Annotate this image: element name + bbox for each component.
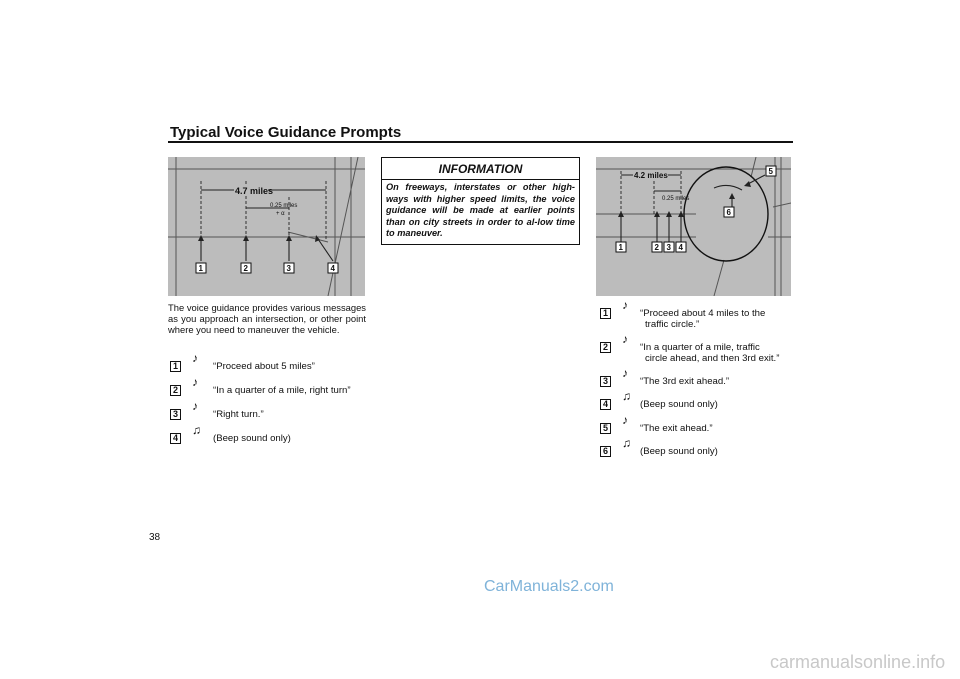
prompt-number-box: 4: [170, 433, 181, 444]
left-route-map: [168, 157, 365, 296]
music-note-icon: ♪: [622, 332, 628, 346]
prompt-number-box: 6: [600, 446, 611, 457]
right-prompt-text: “In a quarter of a mile, traffic: [640, 342, 760, 353]
right-map-marker-3: 3: [666, 243, 671, 252]
right-prompt-text: (Beep sound only): [640, 399, 718, 410]
left-map-distance-label: 4.7 miles: [235, 186, 274, 196]
left-body-text: The voice guidance provides various messages as you approach an intersection, or other point where you need to maneuver the vehicle.: [168, 302, 366, 336]
right-map-marker-1: 1: [618, 243, 623, 252]
double-music-note-icon: ♫: [622, 436, 631, 450]
left-map-marker-1: 1: [198, 264, 203, 273]
left-prompt-text: “In a quarter of a mile, right turn”: [213, 385, 351, 396]
title-divider: [168, 141, 793, 143]
prompt-number-box: 1: [600, 308, 611, 319]
prompt-number-box: 3: [600, 376, 611, 387]
left-prompt-list: [170, 351, 370, 448]
right-map-marker-4: 4: [678, 243, 683, 252]
left-map-marker-3: 3: [286, 264, 291, 273]
watermark-carmanuals2[interactable]: CarManuals2.com: [484, 578, 614, 595]
right-prompt-text: “Proceed about 4 miles to the: [640, 308, 766, 319]
music-note-icon: ♪: [192, 399, 198, 413]
music-note-icon: ♪: [192, 375, 198, 389]
right-map-sub-label: 0.25 miles: [662, 196, 690, 202]
music-note-icon: ♪: [622, 366, 628, 380]
prompt-number-box: 2: [170, 385, 181, 396]
information-divider: [382, 179, 579, 180]
left-map-marker-2: 2: [243, 264, 248, 273]
double-music-note-icon: ♫: [192, 423, 201, 437]
right-map-marker-5: 5: [768, 167, 773, 176]
right-route-map: [596, 157, 791, 296]
left-prompt-text: “Proceed about 5 miles”: [213, 361, 315, 372]
information-box: [381, 157, 580, 245]
prompt-number-box: 5: [600, 423, 611, 434]
left-prompt-text: (Beep sound only): [213, 433, 291, 444]
music-note-icon: ♪: [622, 413, 628, 427]
music-note-icon: ♪: [622, 298, 628, 312]
right-map-graphic: [596, 157, 791, 296]
left-map-marker-4: 4: [330, 264, 335, 273]
page-title: Typical Voice Guidance Prompts: [170, 124, 402, 141]
left-map-graphic: [168, 157, 365, 296]
left-prompt-text: “Right turn.”: [213, 409, 264, 420]
right-prompt-text: “The 3rd exit ahead.”: [640, 376, 730, 387]
prompt-number-box: 4: [600, 399, 611, 410]
right-map-marker-6: 6: [726, 208, 731, 217]
right-prompt-text: “The exit ahead.”: [640, 423, 713, 434]
left-map-sub-label: 0.25 miles: [270, 203, 298, 209]
watermark-carmanualsonline: carmanualsonline.info: [770, 652, 946, 672]
right-prompt-text: (Beep sound only): [640, 446, 718, 457]
music-note-icon: ♪: [192, 351, 198, 365]
prompt-number-box: 1: [170, 361, 181, 372]
right-prompt-text-line2: circle ahead, and then 3rd exit.”: [645, 353, 780, 364]
right-prompt-text-line2: traffic circle.”: [645, 319, 700, 330]
prompt-number-box: 3: [170, 409, 181, 420]
left-map-sub-label-2: + α: [276, 211, 285, 217]
information-title: INFORMATION: [438, 162, 523, 176]
double-music-note-icon: ♫: [622, 389, 631, 403]
right-map-distance-label: 4.2 miles: [634, 171, 668, 180]
information-body: On freeways, interstates or other high-ways with higher speed limits, the voice guidance will be made at earlier points than on city streets in order to al-low time to maneuver.: [386, 182, 575, 239]
right-prompt-list: [600, 298, 800, 465]
right-map-marker-2: 2: [654, 243, 659, 252]
page-number: 38: [149, 532, 161, 543]
prompt-number-box: 2: [600, 342, 611, 353]
